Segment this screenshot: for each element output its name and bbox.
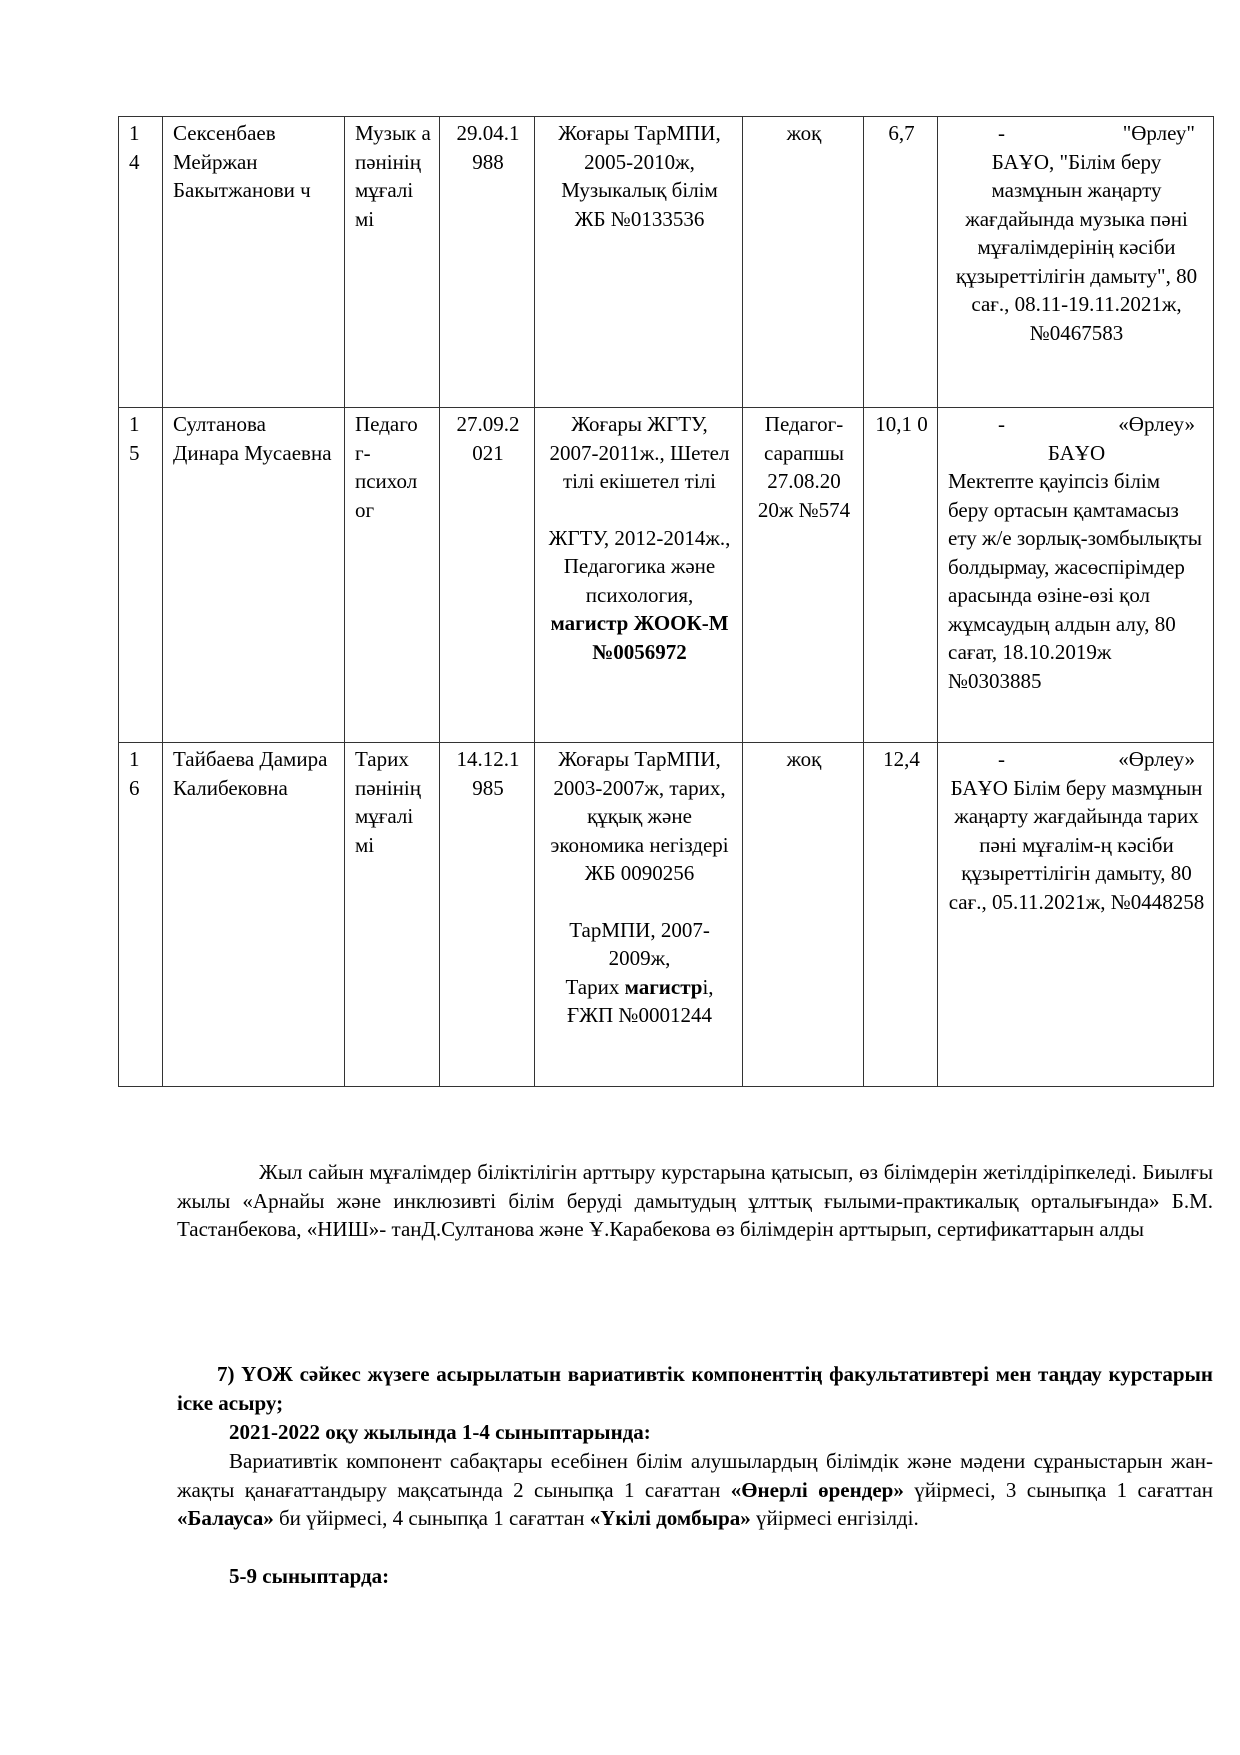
education-master: Тарих магистрі, bbox=[565, 974, 714, 999]
category-cell: жоқ bbox=[743, 117, 864, 408]
category-cell: жоқ bbox=[743, 743, 864, 1087]
course-head bbox=[948, 410, 1205, 439]
course-provider: "Өрлеу" bbox=[1122, 121, 1195, 145]
subheading-grades-5-9: 5-9 сыныптарда: bbox=[229, 1564, 390, 1588]
courses-cell bbox=[938, 743, 1214, 1087]
course-details: БАҰО Білім беру мазмұнын жаңарту жағдайында тарих пәні мұғалім-ң кәсіби құзыреттілігін дамыту, 80 сағ., 05.11.2021ж, №0448258 bbox=[948, 775, 1205, 914]
experience-cell: 6,7 bbox=[864, 117, 938, 408]
course-dash: - bbox=[998, 747, 1005, 771]
courses-cell bbox=[938, 408, 1214, 743]
course-provider: «Өрлеу» bbox=[1118, 412, 1195, 436]
row-number: 1 5 bbox=[119, 408, 163, 743]
paragraph-courses: Жыл сайын мұғалімдер біліктілігін арттыру курстарына қатысып, өз білімдерін жетілдіріпкеледі. Биылғы жылы «Арнайы және инклюзивті білім беруді дамытудың ұлттық ғылыми-практикалық орталығында» Б.М. Тастанбекова, «НИШ»- танД.Султанова және Ұ.Карабекова өз білімдерін арттырып, сертификаттарын алды bbox=[177, 1160, 1213, 1241]
teacher-name: Султанова Динара Мусаевна bbox=[163, 408, 345, 743]
course-head bbox=[948, 119, 1205, 148]
date-cell: 27.09.2 021 bbox=[440, 408, 535, 743]
education-cell: Жоғары ТарМПИ, 2005-2010ж, Музыкалық білім ЖБ №0133536 bbox=[535, 117, 743, 408]
education-cell bbox=[535, 408, 743, 743]
course-dash: - bbox=[998, 121, 1005, 145]
teacher-position: Педаго г-психол ог bbox=[345, 408, 440, 743]
section-7-heading: 7) ҮОЖ сәйкес жүзеге асырылатын вариативтік компоненттің факультативтері мен таңдау курстарын іске асыру; bbox=[177, 1362, 1213, 1415]
category-cell: Педагог-сарапшы 27.08.20 20ж №574 bbox=[743, 408, 864, 743]
course-details: БАҰО, "Білім беру мазмұнын жаңарту жағдайында музыка пәні мұғалімдерінің кәсіби құзыреттілігін дамыту", 80 сағ., 08.11-19.11.2021ж, №0467583 bbox=[955, 149, 1198, 345]
course-details: Мектепте қауіпсіз білім беру ортасын қамтамасыз ету ж/е зорлық-зомбылықты болдырмау, жасөспірімдер арасында өзіне-өзі қол жұмсаудың алдын алу, 80 сағат, 18.10.2019ж №0303885 bbox=[948, 469, 1202, 693]
course-org: БАҰО bbox=[1047, 440, 1106, 465]
course-provider: «Өрлеу» bbox=[1118, 747, 1195, 771]
teacher-position: Музык а пәнінің мұғалі мі bbox=[345, 117, 440, 408]
date-cell: 29.04.1 988 bbox=[440, 117, 535, 408]
education-cell bbox=[535, 743, 743, 1087]
teacher-name: Сексенбаев Мейржан Бакытжанови ч bbox=[163, 117, 345, 408]
experience-cell: 12,4 bbox=[864, 743, 938, 1087]
education-degree-2: ЖГТУ, 2012-2014ж., Педагогика және психология, bbox=[548, 525, 731, 607]
table-row bbox=[119, 743, 1214, 1087]
course-dash: - bbox=[998, 412, 1005, 436]
subheading-grades-1-4: 2021-2022 оқу жылында 1-4 сыныптарында: bbox=[229, 1420, 651, 1444]
date-cell: 14.12.1 985 bbox=[440, 743, 535, 1087]
education-master: магистр ЖООК-М №0056972 bbox=[550, 611, 729, 664]
staff-table bbox=[118, 116, 1214, 1087]
education-degree-1: Жоғары ЖГТУ, 2007-2011ж., Шетел тілі екішетел тілі bbox=[549, 412, 730, 493]
education-diploma: ҒЖП №0001244 bbox=[567, 1003, 712, 1027]
education-degree-1: Жоғары ТарМПИ, 2003-2007ж, тарих, құқық және экономика негіздері ЖБ 0090256 bbox=[550, 747, 729, 885]
table-row bbox=[119, 117, 1214, 408]
teacher-position: Тарих пәнінің мұғалі мі bbox=[345, 743, 440, 1087]
paragraph-variative: Вариативтік компонент сабақтары есебінен білім алушылардың білімдік және мәдени сұраныстарын жан-жақты қанағаттандыру мақсатында 2 сыныпқа 1 сағаттан «Өнерлі өрендер» үйірмесі, 3 сыныпқа 1 сағаттан «Балауса» би үйірмесі, 4 сыныпқа 1 сағаттан «Үкілі домбыра» үйірмесі енгізілді. bbox=[177, 1449, 1214, 1530]
education-degree-2: ТарМПИ, 2007-2009ж, bbox=[569, 917, 710, 970]
experience-cell: 10,1 0 bbox=[864, 408, 938, 743]
course-head bbox=[948, 745, 1205, 774]
courses-cell bbox=[938, 117, 1214, 408]
table-row bbox=[119, 408, 1214, 743]
row-number: 1 4 bbox=[119, 117, 163, 408]
teacher-name: Тайбаева Дамира Калибековна bbox=[163, 743, 345, 1087]
row-number: 1 6 bbox=[119, 743, 163, 1087]
